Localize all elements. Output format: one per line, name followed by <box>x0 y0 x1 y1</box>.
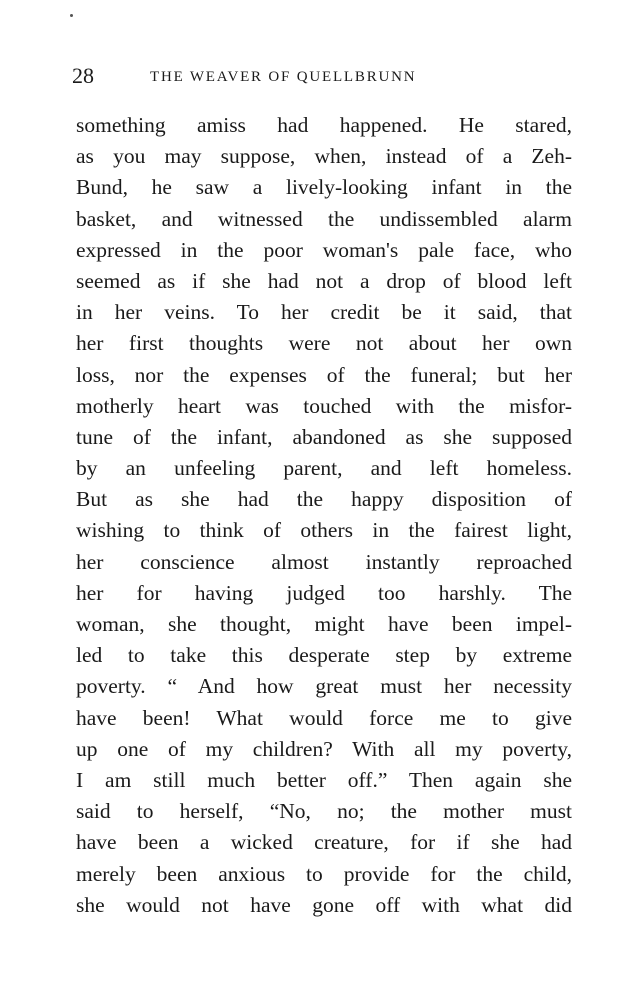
text-line: led to take this desperate step by extreme <box>76 643 572 668</box>
text-line: woman, she thought, might have been impel- <box>76 612 572 636</box>
print-speck <box>70 14 73 17</box>
text-line: her conscience almost instantly reproached <box>76 549 572 574</box>
text-line: something amiss had happened. He stared, <box>76 113 572 137</box>
running-head <box>72 64 582 88</box>
text-line: wishing to think of others in the fairest light, <box>76 518 572 543</box>
text-line: Bund, he saw a lively-looking infant in the <box>76 175 572 200</box>
text-line: in her veins. To her credit be it said, that <box>76 300 572 325</box>
text-line: said to herself, “No, no; the mother must <box>76 799 572 824</box>
text-line: motherly heart was touched with the misfor- <box>76 393 572 418</box>
text-line: her for having judged too harshly. The <box>76 580 572 605</box>
text-line: have been! What would force me to give <box>76 705 572 730</box>
text-line: basket, and witnessed the undissembled alarm <box>76 206 572 231</box>
text-line: up one of my children? With all my poverty, <box>76 736 572 761</box>
page-number: 28 <box>72 63 94 88</box>
text-line: merely been anxious to provide for the child, <box>76 861 572 886</box>
running-title: THE WEAVER OF QUELLBRUNN <box>150 69 417 85</box>
text-line: poverty. “ And how great must her necessity <box>76 674 572 699</box>
text-line: by an unfeeling parent, and left homeless. <box>76 456 572 481</box>
text-line: her first thoughts were not about her own <box>76 331 572 356</box>
text-line: loss, nor the expenses of the funeral; but her <box>76 362 572 387</box>
text-line: seemed as if she had not a drop of blood left <box>76 268 572 293</box>
text-line: have been a wicked creature, for if she had <box>76 830 572 855</box>
text-line: But as she had the happy disposition of <box>76 487 572 512</box>
text-line: as you may suppose, when, instead of a Zeh- <box>76 144 572 169</box>
text-line: tune of the infant, abandoned as she supposed <box>76 424 572 449</box>
body-text <box>76 110 572 921</box>
text-line: expressed in the poor woman's pale face, who <box>76 237 572 262</box>
text-line: she would not have gone off with what did <box>76 892 572 917</box>
text-line: I am still much better off.” Then again she <box>76 767 572 792</box>
